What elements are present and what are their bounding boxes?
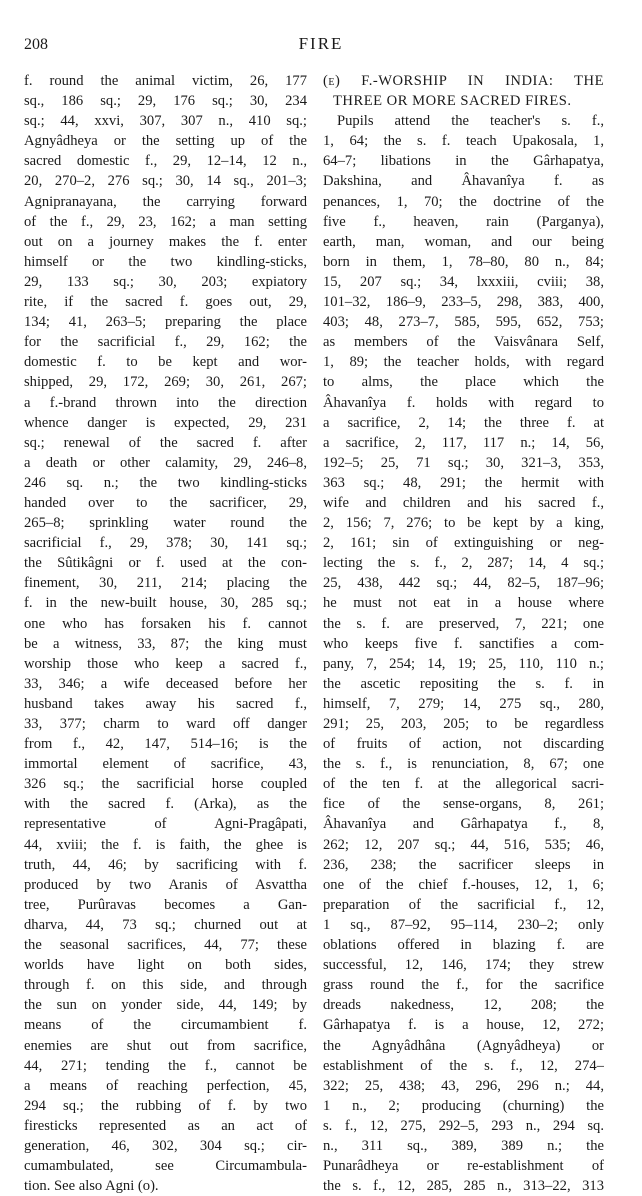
index-text-line: rite, if the sacred f. goes out, 29,: [24, 294, 307, 311]
index-text-line: produced by two Aranis of Asvattha: [24, 876, 307, 893]
index-text-line: 20, 270–2, 276 sq.; 30, 14 sq., 201–3;: [24, 173, 307, 190]
index-text-line: the s. f., 12, 285, 285 n., 313–22, 313: [323, 1178, 604, 1195]
index-text-line: 294 sq.; the rubbing of f. by two: [24, 1097, 307, 1114]
index-text-line: grass round the f., for the sacrifice: [323, 977, 604, 994]
index-text-line: 33, 377; charm to ward off danger: [24, 716, 307, 732]
index-text-line: truth, 44, 46; by sacrificing with f.: [24, 856, 307, 873]
index-text-line: 246 sq. n.; the two kindling-sticks: [24, 474, 307, 491]
index-text-line: earth, man, woman, and our being: [323, 233, 604, 250]
left-column: [24, 71, 307, 1196]
index-text-line: 363 sq.; 48, 291; the hermit with: [323, 474, 604, 491]
index-text-line: Agnipranayana, the carrying forward: [24, 193, 307, 210]
index-text-line: penances, 1, 70; the doctrine of the: [323, 193, 604, 210]
index-text-line: Âhavanîya f. holds with regard to: [323, 394, 604, 411]
index-text-line: out on a journey makes the f. enter: [24, 233, 307, 250]
index-text-line: five f., heaven, rain (Parganya),: [323, 213, 604, 230]
index-text-line: 15, 207 sq.; 34, lxxxiii, cviii; 38,: [323, 273, 604, 290]
index-text-line: 403; 48, 273–7, 585, 595, 652, 753;: [323, 314, 604, 331]
index-text-line: establishment of the s. f., 12, 274–: [323, 1057, 604, 1074]
section-heading-line-1: (e) F.-WORSHIP IN INDIA: THE: [323, 73, 604, 89]
index-text-line: 33, 346; a wife deceased before her: [24, 675, 307, 692]
index-text-line: 1, 89; the teacher holds, with regard: [323, 354, 604, 371]
index-text-line: 291; 25, 203, 205; to be regardless: [323, 716, 604, 732]
index-text-line: the sun on yonder side, 44, 149; by: [24, 997, 307, 1014]
index-text-line: Pupils attend the teacher's s. f.,: [337, 113, 604, 130]
index-text-line: sacrificial f., 29, 378; 30, 141 sq.;: [24, 535, 307, 552]
index-text-line: 29, 133 sq.; 30, 203; expiatory: [24, 273, 307, 290]
index-text-line: sq., 186 sq.; 29, 176 sq.; 30, 234: [24, 93, 307, 110]
index-text-line: tree, Purûravas becomes a Gan-: [24, 896, 307, 913]
index-text-line: shipped, 29, 172, 269; 30, 261, 267;: [24, 374, 307, 391]
index-text-line: a sacrifice, 2, 14; the three f. at: [323, 414, 604, 431]
index-text-line: representative of Agni-Pragâpati,: [24, 816, 307, 833]
index-text-line: he must not eat in a house where: [323, 595, 604, 612]
index-text-line: finement, 30, 211, 214; placing the: [24, 575, 307, 592]
index-text-line: enemies are shut out from sacrifice,: [24, 1037, 307, 1054]
index-text-line: 236, 238; the sacrificer sleeps in: [323, 856, 604, 873]
index-text-line: one of the chief f.-houses, 12, 1, 6;: [323, 876, 604, 893]
index-text-line: the s. f. are preserved, 7, 221; one: [323, 615, 604, 632]
index-text-line: 192–5; 25, 71 sq.; 30, 321–3, 353,: [323, 454, 604, 471]
index-text-line: immortal element of sacrifice, 43,: [24, 756, 307, 773]
index-text-line: Âhavanîya and Gârhapatya f., 8,: [323, 816, 604, 833]
index-text-line: dreads nakedness, 12, 208; the: [323, 997, 604, 1014]
index-text-line: generation, 46, 302, 304 sq.; cir-: [24, 1137, 307, 1154]
index-text-line: with the sacred f. (Arka), as the: [24, 796, 307, 813]
index-text-line: handed over to the sacrificer, 29,: [24, 494, 307, 511]
index-text-line: for the sacrificial f., 29, 162; the: [24, 334, 307, 351]
index-text-line: one who has forsaken his f. cannot: [24, 615, 307, 632]
index-text-line: Dakshina, and Âhavanîya f. as: [323, 173, 604, 190]
right-column: [323, 71, 604, 1196]
index-text-line: of the f., 29, 23, 162; a man setting: [24, 213, 307, 230]
index-text-line: f. in the new-built house, 30, 285 sq.;: [24, 595, 307, 612]
index-text-line: a f.-brand thrown into the direction: [24, 394, 307, 411]
page-number: 208: [24, 36, 48, 53]
index-text-line: 262; 12, 207 sq.; 44, 516, 535; 46,: [323, 836, 604, 853]
index-text-line: 2, 156; 7, 276; to be kept by a king,: [323, 515, 604, 532]
index-text-line: a means of reaching perfection, 45,: [24, 1077, 307, 1094]
index-text-line: to alms, the place which the: [323, 374, 604, 391]
index-text-line: cumambulated, see Circumambula-: [24, 1158, 307, 1175]
index-text-line: of the ten f. at the allegorical sacri-: [323, 776, 604, 793]
index-text-line: f. round the animal victim, 26, 177: [24, 73, 307, 89]
index-text-line: from f., 42, 147, 514–16; is the: [24, 736, 307, 753]
index-text-line: be a witness, 33, 87; the king must: [24, 635, 307, 652]
index-text-line: means of the circumambient f.: [24, 1017, 307, 1034]
index-text-line: worlds have light on both sides,: [24, 957, 307, 974]
index-text-line: the ascetic repositing the s. f. in: [323, 675, 604, 692]
index-text-line: himself, 7, 279; 14, 275 sq., 280,: [323, 695, 604, 712]
index-text-line: through f. on this side, and through: [24, 977, 307, 994]
index-text-line: 326 sq.; the sacrificial horse coupled: [24, 776, 307, 793]
index-text-line: dharva, 44, 73 sq.; churned out at: [24, 916, 307, 933]
index-text-line: sacred domestic f., 29, 12–14, 12 n.,: [24, 153, 307, 170]
index-text-line: whence danger is expected, 29, 231: [24, 414, 307, 431]
index-text-line: Agnyâdheya or the setting up of the: [24, 133, 307, 150]
index-text-line: wife and children and his sacred f.,: [323, 494, 604, 511]
index-text-line: 44, 271; tending the f., cannot be: [24, 1057, 307, 1074]
index-text-line: sq.; renewal of the sacred f. after: [24, 434, 307, 451]
section-heading-line-2: THREE OR MORE SACRED FIRES.: [333, 93, 572, 110]
index-text-line: the s. f., is renunciation, 8, 67; one: [323, 756, 604, 773]
index-text-line: s. f., 12, 275, 292–5, 293 n., 294 sq.: [323, 1117, 604, 1134]
index-text-line: oblations offered in blazing f. are: [323, 937, 604, 954]
index-text-line: a death or other calamity, 29, 246–8,: [24, 454, 307, 471]
index-text-line: sq.; 44, xxvi, 307, 307 n., 410 sq.;: [24, 113, 307, 130]
index-text-line: successful, 12, 146, 174; they strew: [323, 957, 604, 974]
index-text-line: of fruits of action, not discarding: [323, 736, 604, 753]
index-text-line: 1 n., 2; producing (churning) the: [323, 1097, 604, 1114]
index-text-line: n., 311 sq., 389, 389 n.; the: [323, 1137, 604, 1154]
index-text-line: himself or the two kindling-sticks,: [24, 253, 307, 270]
index-text-line: the Sûtikâgni or f. used at the con-: [24, 555, 307, 572]
index-text-line: the Agnyâdhâna (Agnyâdheya) or: [323, 1037, 604, 1054]
index-text-line: 2, 161; sin of extinguishing or neg-: [323, 535, 604, 552]
index-text-line: 1, 64; the s. f. teach Upakosala, 1,: [323, 133, 604, 150]
index-text-line: 134; 41, 263–5; preparing the place: [24, 314, 307, 331]
index-text-line: 1 sq., 87–92, 95–114, 230–2; only: [323, 916, 604, 933]
index-text-line: born in them, 1, 78–80, 80 n., 84;: [323, 253, 604, 270]
index-text-line: lecting the s. f., 2, 287; 14, 4 sq.;: [323, 555, 604, 572]
index-text-line: 64–7; libations in the Gârhapatya,: [323, 153, 604, 170]
index-text-line: a sacrifice, 2, 117, 117 n.; 14, 56,: [323, 434, 604, 451]
index-text-line: domestic f. to be kept and wor-: [24, 354, 307, 371]
index-text-line: Punarâdheya or re-establishment of: [323, 1158, 604, 1175]
index-text-line: preparation of the sacrificial f., 12,: [323, 896, 604, 913]
index-text-line: 265–8; sprinkling water round the: [24, 515, 307, 532]
index-text-line: worship those who keep a sacred f.,: [24, 655, 307, 672]
index-text-line: pany, 7, 254; 14, 19; 25, 110, 110 n.;: [323, 655, 604, 672]
index-text-line: 25, 438, 442 sq.; 44, 82–5, 187–96;: [323, 575, 604, 592]
index-text-line: firesticks represented as an act of: [24, 1117, 307, 1134]
index-text-line: 44, xviii; the f. is faith, the ghee is: [24, 836, 307, 853]
index-text-line: as members of the Vaisvânara Self,: [323, 334, 604, 351]
index-text-line: tion. See also Agni (o).: [24, 1178, 159, 1195]
index-text-line: fice of the sense-organs, 8, 261;: [323, 796, 604, 813]
index-text-line: the seasonal sacrifices, 44, 77; these: [24, 937, 307, 954]
running-title: FIRE: [298, 34, 344, 53]
index-text-line: 322; 25, 438; 43, 296, 296 n.; 44,: [323, 1077, 604, 1094]
index-text-line: husband takes away his sacred f.,: [24, 695, 307, 712]
index-text-line: 101–32, 186–9, 233–5, 298, 383, 400,: [323, 294, 604, 311]
index-text-line: who keeps five f. sanctifies a com-: [323, 635, 604, 652]
index-text-line: Gârhapatya f. is a house, 12, 272;: [323, 1017, 604, 1034]
